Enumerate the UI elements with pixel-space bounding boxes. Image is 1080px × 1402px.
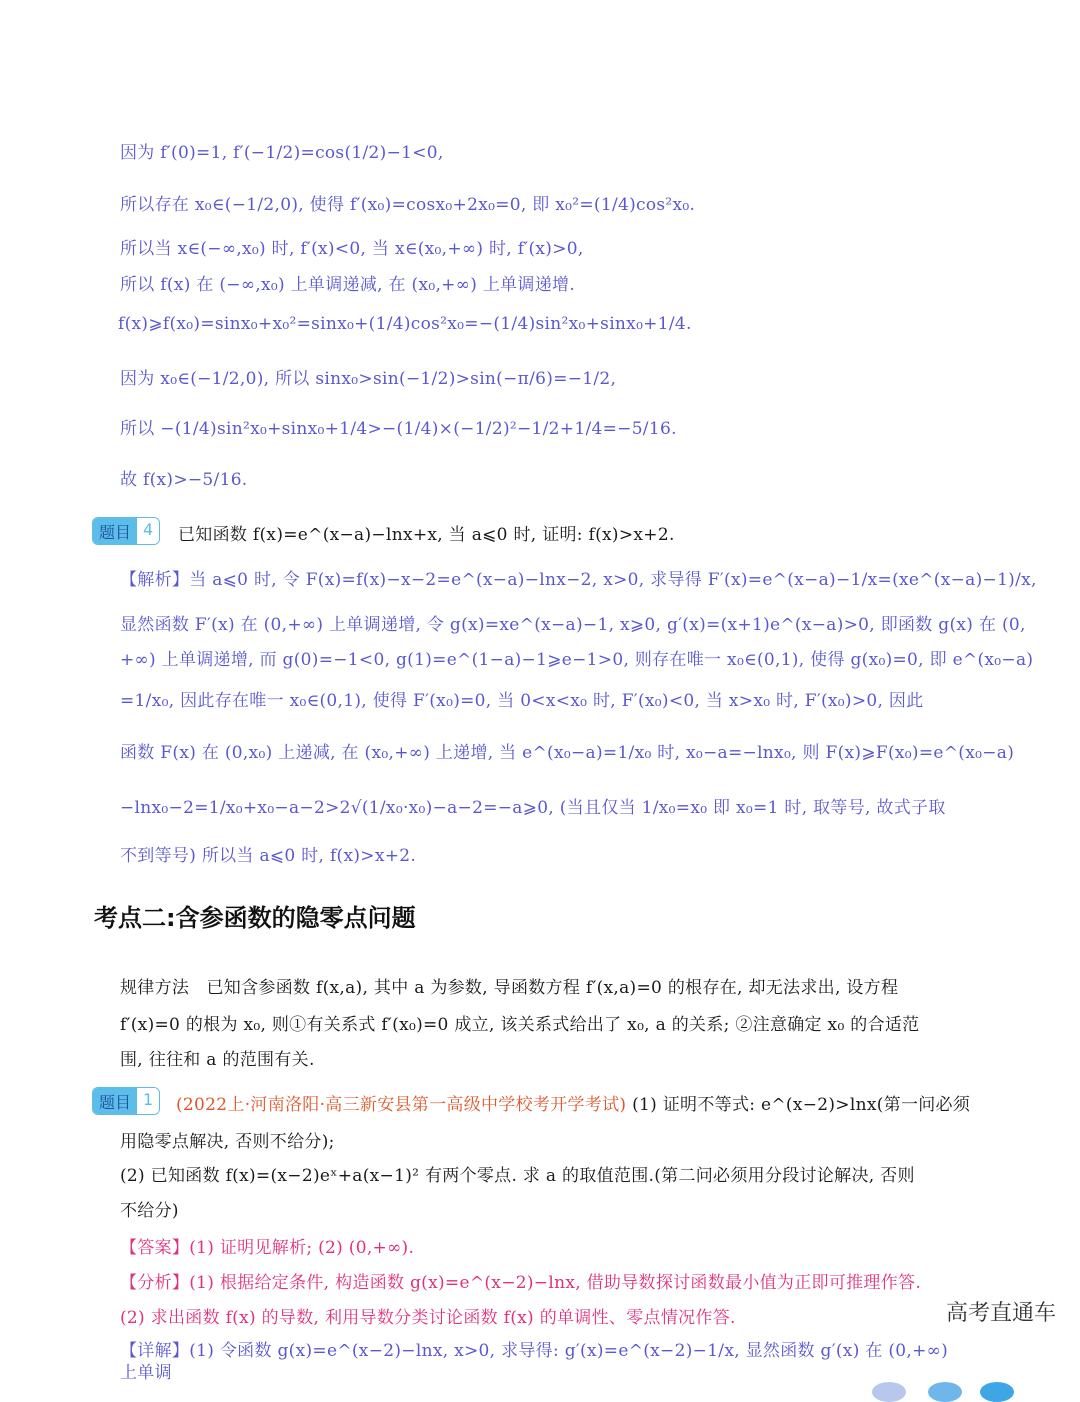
detail-line: 【详解】(1) 令函数 g(x)=e^(x−2)−lnx, x>0, 求导得: g′(x)=e^(x−2)−1/x, 显然函数 g′(x) 在 (0,+∞) 上单调 [120, 1341, 949, 1383]
problem-statement-line: (2) 已知函数 f(x)=(x−2)eˣ+a(x−1)² 有两个零点. 求 a 的取值范围.(第二问必须用分段讨论解决, 否则 [120, 1166, 915, 1186]
analysis-line: 显然函数 F′(x) 在 (0,+∞) 上单调递增, 令 g(x)=xe^(x−a)−1, x⩾0, g′(x)=(x+1)e^(x−a)>0, 即函数 g(x) 在 (0, [120, 615, 1026, 635]
analysis-line: +∞) 上单调递增, 而 g(0)=−1<0, g(1)=e^(1−a)−1⩾e−1>0, 则存在唯一 x₀∈(0,1), 使得 g(x₀)=0, 即 e^(x₀−a) [120, 650, 1034, 670]
method-line: 规律方法 已知含参函数 f(x,a), 其中 a 为参数, 导函数方程 f′(x,a)=0 的根存在, 却无法求出, 设方程 [120, 978, 899, 998]
problem-badge [92, 517, 160, 545]
decoration-dot [872, 1382, 906, 1402]
analysis-line: =1/x₀, 因此存在唯一 x₀∈(0,1), 使得 F′(x₀)=0, 当 0<x<x₀ 时, F′(x₀)<0, 当 x>x₀ 时, F′(x₀)>0, 因此 [120, 691, 924, 711]
badge-label: 题目 [93, 518, 137, 544]
decoration-dot [980, 1382, 1014, 1402]
watermark: 高考直通车 [945, 1301, 1056, 1326]
answer-line: 【答案】(1) 证明见解析; (2) (0,+∞). [120, 1238, 415, 1258]
problem-header [176, 1090, 970, 1115]
analysis-line: 函数 F(x) 在 (0,x₀) 上递减, 在 (x₀,+∞) 上递增, 当 e^(x₀−a)=1/x₀ 时, x₀−a=−lnx₀, 则 F(x)⩾F(x₀)=e^(x₀−a) [120, 743, 1015, 763]
badge-number: 4 [137, 518, 159, 544]
analysis-line: 【解析】当 a⩽0 时, 令 F(x)=f(x)−x−2=e^(x−a)−lnx−2, x>0, 求导得 F′(x)=e^(x−a)−1/x=(xe^(x−a)−1)/x, [120, 570, 1037, 590]
problem-badge [92, 1087, 160, 1115]
problem-statement-line: 用隐零点解决, 否则不给分); [120, 1132, 335, 1152]
solution-line: f(x)⩾f(x₀)=sinx₀+x₀²=sinx₀+(1/4)cos²x₀=−(1/4)sin²x₀+sinx₀+1/4. [118, 314, 692, 334]
decoration-dot [928, 1382, 962, 1402]
analysis-line: (2) 求出函数 f(x) 的导数, 利用导数分类讨论函数 f(x) 的单调性、零点情况作答. [120, 1308, 736, 1328]
problem-statement: 已知函数 f(x)=e^(x−a)−lnx+x, 当 a⩽0 时, 证明: f(x)>x+2. [178, 525, 675, 545]
analysis-line: 【分析】(1) 根据给定条件, 构造函数 g(x)=e^(x−2)−lnx, 借助导数探讨函数最小值为正即可推理作答. [120, 1273, 922, 1293]
badge-label: 题目 [93, 1088, 137, 1114]
badge-number: 1 [137, 1088, 159, 1114]
solution-line: 因为 x₀∈(−1/2,0), 所以 sinx₀>sin(−1/2)>sin(−π/6)=−1/2, [120, 369, 617, 389]
solution-line: 所以 f(x) 在 (−∞,x₀) 上单调递减, 在 (x₀,+∞) 上单调递增. [120, 275, 576, 295]
method-line: f′(x)=0 的根为 x₀, 则①有关系式 f′(x₀)=0 成立, 该关系式给出了 x₀, a 的关系; ②注意确定 x₀ 的合适范 [120, 1015, 920, 1035]
solution-line: 故 f(x)>−5/16. [120, 470, 248, 490]
method-line: 围, 往往和 a 的范围有关. [120, 1050, 315, 1070]
solution-line: 所以 −(1/4)sin²x₀+sinx₀+1/4>−(1/4)×(−1/2)²−1/2+1/4=−5/16. [120, 419, 677, 439]
problem-statement: (1) 证明不等式: e^(x−2)>lnx(第一问必须 [632, 1095, 971, 1115]
problem-statement-line: 不给分) [120, 1201, 179, 1221]
solution-line: 因为 f′(0)=1, f′(−1/2)=cos(1/2)−1<0, [120, 143, 444, 163]
section-title: 考点二:含参函数的隐零点问题 [94, 904, 416, 932]
analysis-line: 不到等号) 所以当 a⩽0 时, f(x)>x+2. [120, 846, 417, 866]
analysis-line: −lnx₀−2=1/x₀+x₀−a−2>2√(1/x₀·x₀)−a−2=−a⩾0, (当且仅当 1/x₀=x₀ 即 x₀=1 时, 取等号, 故式子取 [120, 798, 946, 818]
solution-line: 所以存在 x₀∈(−1/2,0), 使得 f′(x₀)=cosx₀+2x₀=0, 即 x₀²=(1/4)cos²x₀. [120, 195, 696, 215]
solution-line: 所以当 x∈(−∞,x₀) 时, f′(x)<0, 当 x∈(x₀,+∞) 时, f′(x)>0, [120, 239, 584, 259]
problem-source: (2022上·河南洛阳·高三新安县第一高级中学校考开学考试) [176, 1095, 627, 1115]
